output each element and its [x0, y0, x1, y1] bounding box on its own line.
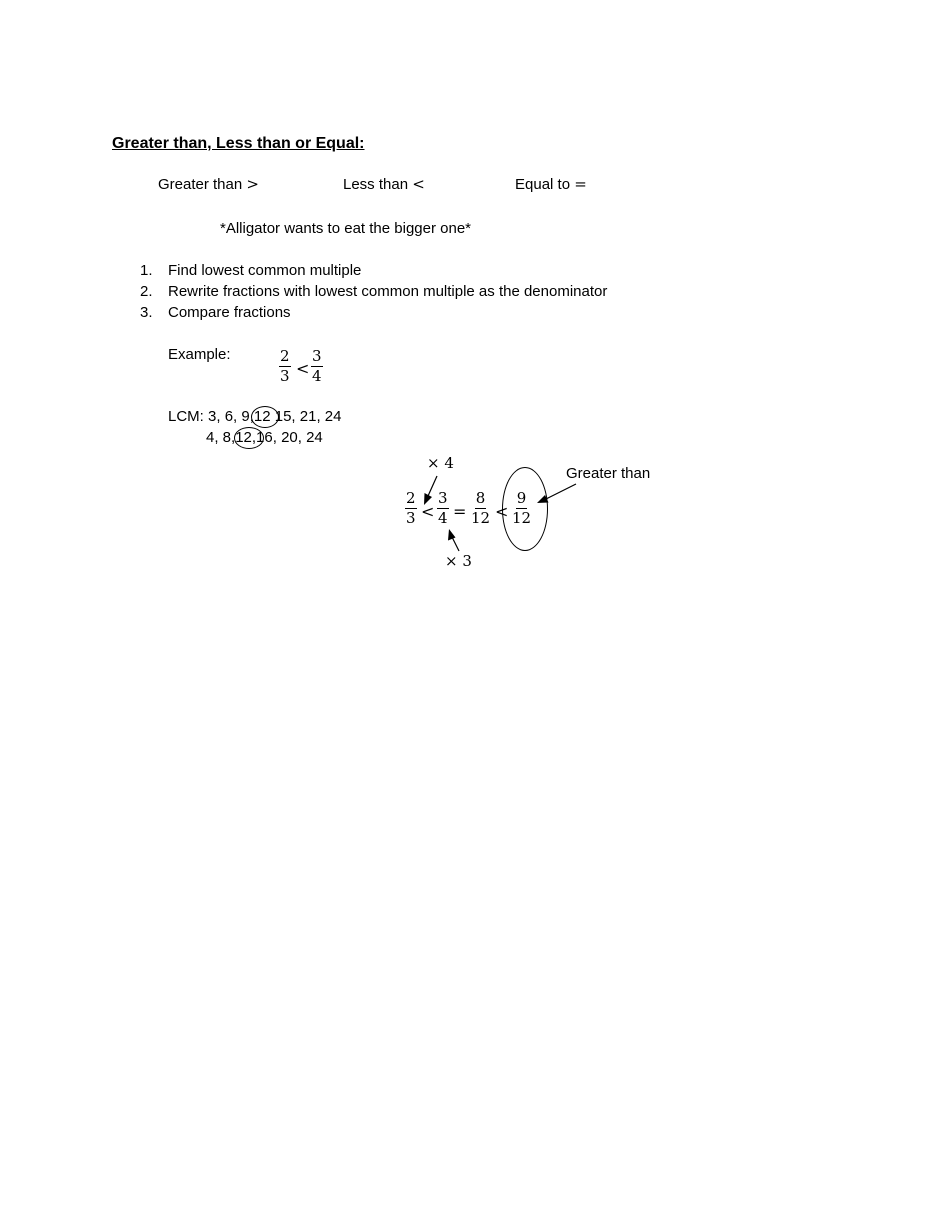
step-text-2: Rewrite fractions with lowest common multiple as the denominator — [168, 283, 608, 300]
worked-fraction-1-numerator: 2 — [406, 489, 416, 507]
worked-operator-equal: = — [453, 502, 467, 521]
greater-than-annotation: Greater than — [566, 465, 651, 482]
alligator-note: *Alligator wants to eat the bigger one* — [220, 220, 471, 237]
times-three-arrow — [448, 529, 459, 551]
times-three-label: × 3 — [445, 552, 472, 570]
worked-fraction-1-denominator: 3 — [406, 509, 416, 527]
worked-fraction-3-denominator: 12 — [471, 509, 491, 527]
lcm-row-2-before: 4, 8, — [206, 429, 236, 446]
less-than-label: Less than — [343, 176, 409, 193]
example-right-denominator: 4 — [312, 367, 322, 385]
step-number-1: 1. — [140, 262, 153, 279]
step-number-2: 2. — [140, 283, 153, 300]
equal-to-label: Equal to — [515, 176, 571, 193]
page-title: Greater than, Less than or Equal: — [112, 135, 365, 152]
equal-to-symbol: = — [574, 175, 587, 193]
lcm-row-1-after: 15, 21, 24 — [270, 408, 342, 425]
lcm-row-1-before: 3, 6, 9, — [208, 408, 254, 425]
example-label: Example: — [168, 346, 231, 363]
step-number-3: 3. — [140, 304, 153, 321]
step-text-1: Find lowest common multiple — [168, 262, 362, 279]
lcm-prefix: LCM: — [168, 408, 204, 425]
step-text-3: Compare fractions — [168, 304, 291, 321]
lcm-row-1-circled: 12 — [253, 408, 271, 425]
worked-fraction-2-numerator: 3 — [438, 489, 448, 507]
worked-fraction-2-denominator: 4 — [438, 509, 448, 527]
times-four-arrow — [424, 476, 437, 505]
worked-fraction-4-denominator: 12 — [512, 509, 532, 527]
greater-than-label: Greater than — [158, 176, 243, 193]
worked-operator-less-2: < — [495, 502, 509, 521]
lcm-row-2-circled: 12, — [235, 429, 257, 446]
worked-operator-less-1: < — [421, 502, 435, 521]
worked-fraction-3-numerator: 8 — [475, 489, 486, 507]
example-left-numerator: 2 — [280, 347, 290, 365]
times-four-label: × 4 — [427, 454, 454, 472]
greater-than-arrow — [537, 484, 576, 503]
less-than-symbol: < — [412, 175, 425, 193]
worked-fraction-4-numerator: 9 — [516, 489, 527, 507]
lcm-row-2-after: 16, 20, 24 — [256, 429, 323, 446]
greater-than-symbol: > — [246, 175, 259, 193]
example-right-numerator: 3 — [312, 347, 322, 365]
example-operator: < — [296, 359, 310, 378]
example-left-denominator: 3 — [280, 367, 290, 385]
